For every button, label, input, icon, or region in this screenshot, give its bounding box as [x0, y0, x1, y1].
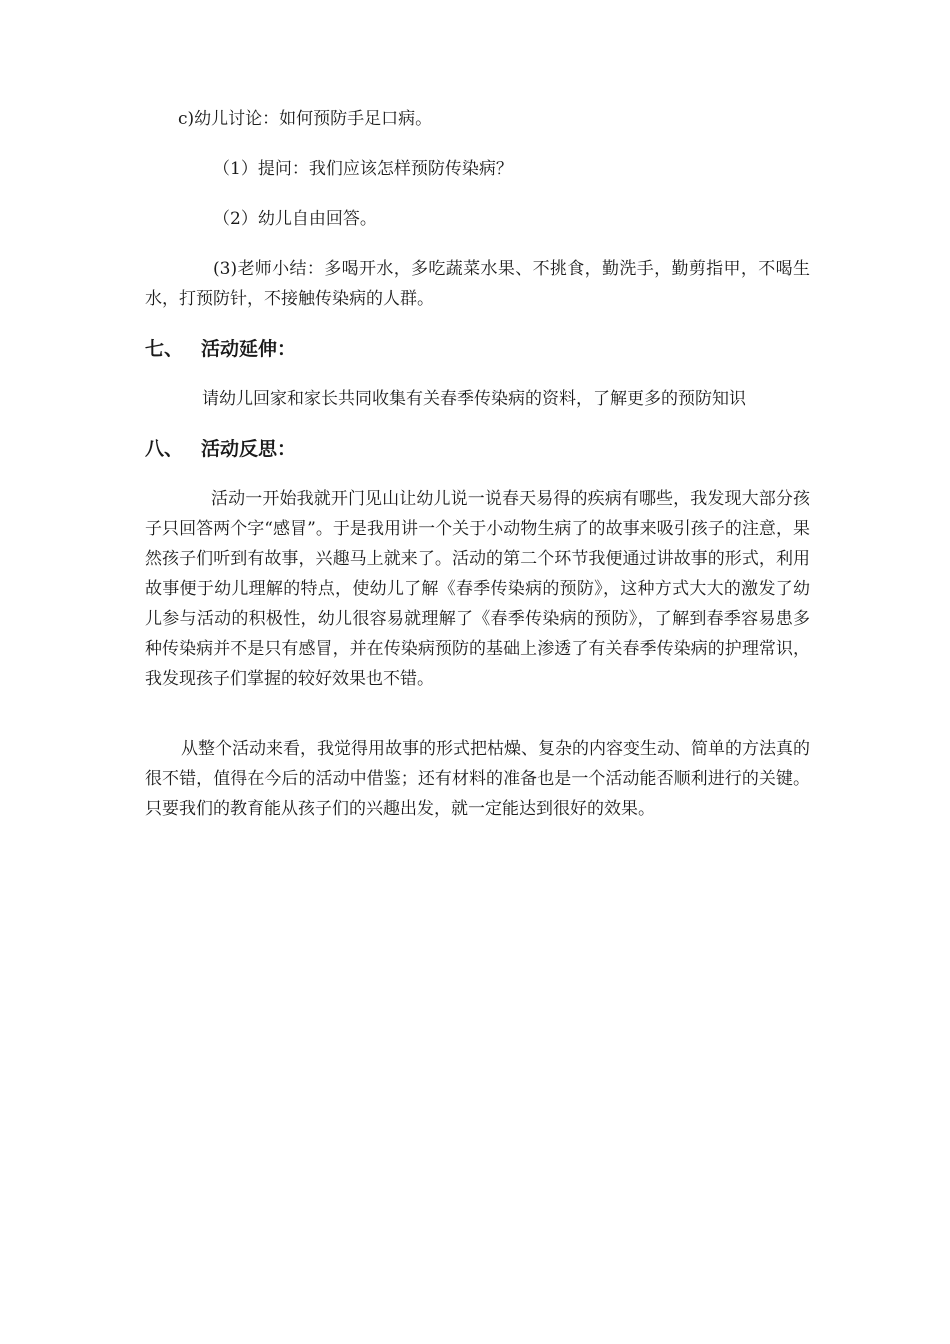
paragraph-free-answer: （2）幼儿自由回答。 [213, 209, 377, 229]
section-heading-extension [145, 334, 296, 364]
paragraph-question: （1）提问：我们应该怎样预防传染病？ [213, 159, 513, 179]
section-title: 活动延伸： [201, 338, 297, 360]
section-heading-reflection [145, 434, 296, 464]
paragraph-teacher-summary: (3)老师小结：多喝开水，多吃蔬菜水果、不挑食，勤洗手，勤剪指甲，不喝生水，打预防针，不接触传染病的人群。 [145, 259, 810, 309]
paragraph-reflection-main: 活动一开始我就开门见山让幼儿说一说春天易得的疾病有哪些，我发现大部分孩子只回答两个字“感冒”。于是我用讲一个关于小动物生病了的故事来吸引孩子的注意，果然孩子们听到有故事，兴趣马上就来了。活动的第二个环节我便通过讲故事的形式，利用故事便于幼儿理解的特点，使幼儿了解《春季传染病的预防》，这种方式大大的激发了幼儿参与活动的积极性，幼儿很容易就理解了《春季传染病的预防》，了解到春季容易患多种传染病并不是只有感冒，并在传染病预防的基础上渗透了有关春季传染病的护理常识，我发现孩子们掌握的较好效果也不错。 [145, 489, 810, 689]
paragraph-discussion: c)幼儿讨论：如何预防手足口病。 [178, 109, 433, 129]
section-number: 七、 [145, 338, 184, 360]
paragraph-extension: 请幼儿回家和家长共同收集有关春季传染病的资料，了解更多的预防知识 [202, 389, 746, 409]
section-number: 八、 [145, 438, 184, 460]
paragraph-reflection-summary: 从整个活动来看，我觉得用故事的形式把枯燥、复杂的内容变生动、简单的方法真的很不错，值得在今后的活动中借鉴；还有材料的准备也是一个活动能否顺利进行的关键。只要我们的教育能从孩子们的兴趣出发，就一定能达到很好的效果。 [145, 739, 810, 819]
section-title: 活动反思： [201, 438, 297, 460]
